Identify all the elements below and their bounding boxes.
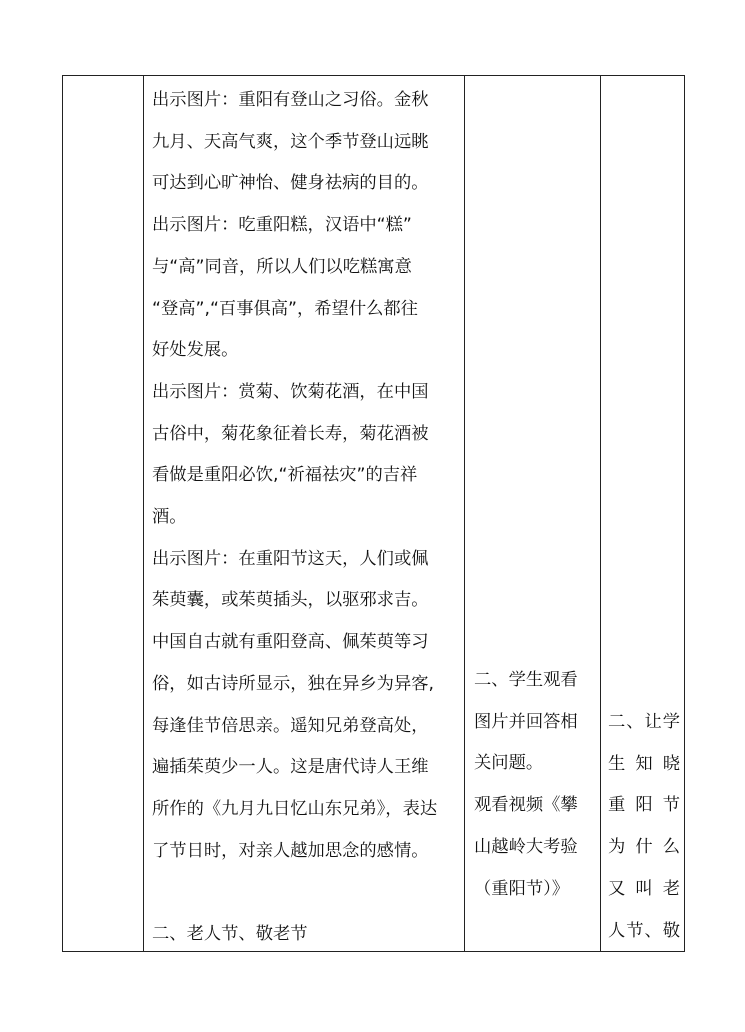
text-line: 为什么 [608, 837, 680, 858]
text-line: 二、让学 [608, 712, 680, 732]
text-line: 每逢佳节倍思亲。遥知兄弟登高处， [152, 715, 429, 736]
text-line: 出示图片：吃重阳糕，汉语中“糕” [152, 215, 412, 236]
text-line: 中国自古就有重阳登高、佩茱萸等习 [152, 632, 429, 653]
text-line: 图片并回答相 [474, 711, 578, 732]
blank-line [152, 872, 460, 914]
table-row [63, 76, 685, 952]
text-line: 了节日时，对亲人越加思念的感情。 [152, 840, 429, 861]
lesson-plan-table [62, 75, 685, 952]
empty-label-cell [63, 76, 144, 952]
text-line: 生知晓 [608, 753, 680, 774]
text-line: 所作的《九月九日忆山东兄弟》，表达 [152, 798, 438, 819]
text-line: 人节、敬 [608, 920, 680, 941]
text-line: 二、学生观看 [474, 670, 578, 690]
text-line: 出示图片：在重阳节这天，人们或佩 [152, 548, 429, 569]
text-line: 酒。 [152, 507, 187, 528]
text-line: 又叫老 [608, 878, 680, 899]
text-line: 与“高”同音，所以人们以吃糕寓意 [152, 256, 412, 277]
text-line: 出示图片：重阳有登山之习俗。金秋 [152, 90, 429, 110]
text-line: 山越岭大考验 [474, 836, 578, 857]
design-purpose-text [608, 702, 680, 952]
text-line: 遍插茱萸少一人。这是唐代诗人王维 [152, 757, 429, 778]
text-line: 可达到心旷神怡、健身祛病的目的。 [152, 173, 429, 194]
text-line: 观看视频《攀 [474, 795, 578, 816]
text-line: 九月、天高气爽，这个季节登山远眺 [152, 131, 429, 152]
text-line: 俗，如古诗所显示，独在异乡为异客, [152, 673, 434, 694]
text-line: 重阳节 [608, 795, 680, 816]
text-line: 古俗中，菊花象征着长寿，菊花酒被 [152, 423, 429, 444]
text-line: “登高”,“百事俱高”，希望什么都往 [152, 298, 418, 319]
text-line: 好处发展。 [152, 340, 239, 361]
text-line: 茱萸囊，或茱萸插头，以驱邪求吉。 [152, 590, 429, 611]
text-line: 看做是重阳必饮,“祈福祛灾”的吉祥 [152, 465, 418, 486]
section-heading: 二、老人节、敬老节 [152, 924, 308, 945]
text-line: 关问题。 [474, 753, 544, 774]
teaching-content-cell [144, 76, 465, 952]
teaching-content-text [152, 80, 460, 956]
design-purpose-cell [601, 76, 685, 952]
student-activity-cell [465, 76, 601, 952]
text-line: 出示图片：赏菊、饮菊花酒，在中国 [152, 381, 429, 402]
text-line: （重阳节）》 [474, 878, 570, 899]
student-activity-text [474, 660, 594, 910]
